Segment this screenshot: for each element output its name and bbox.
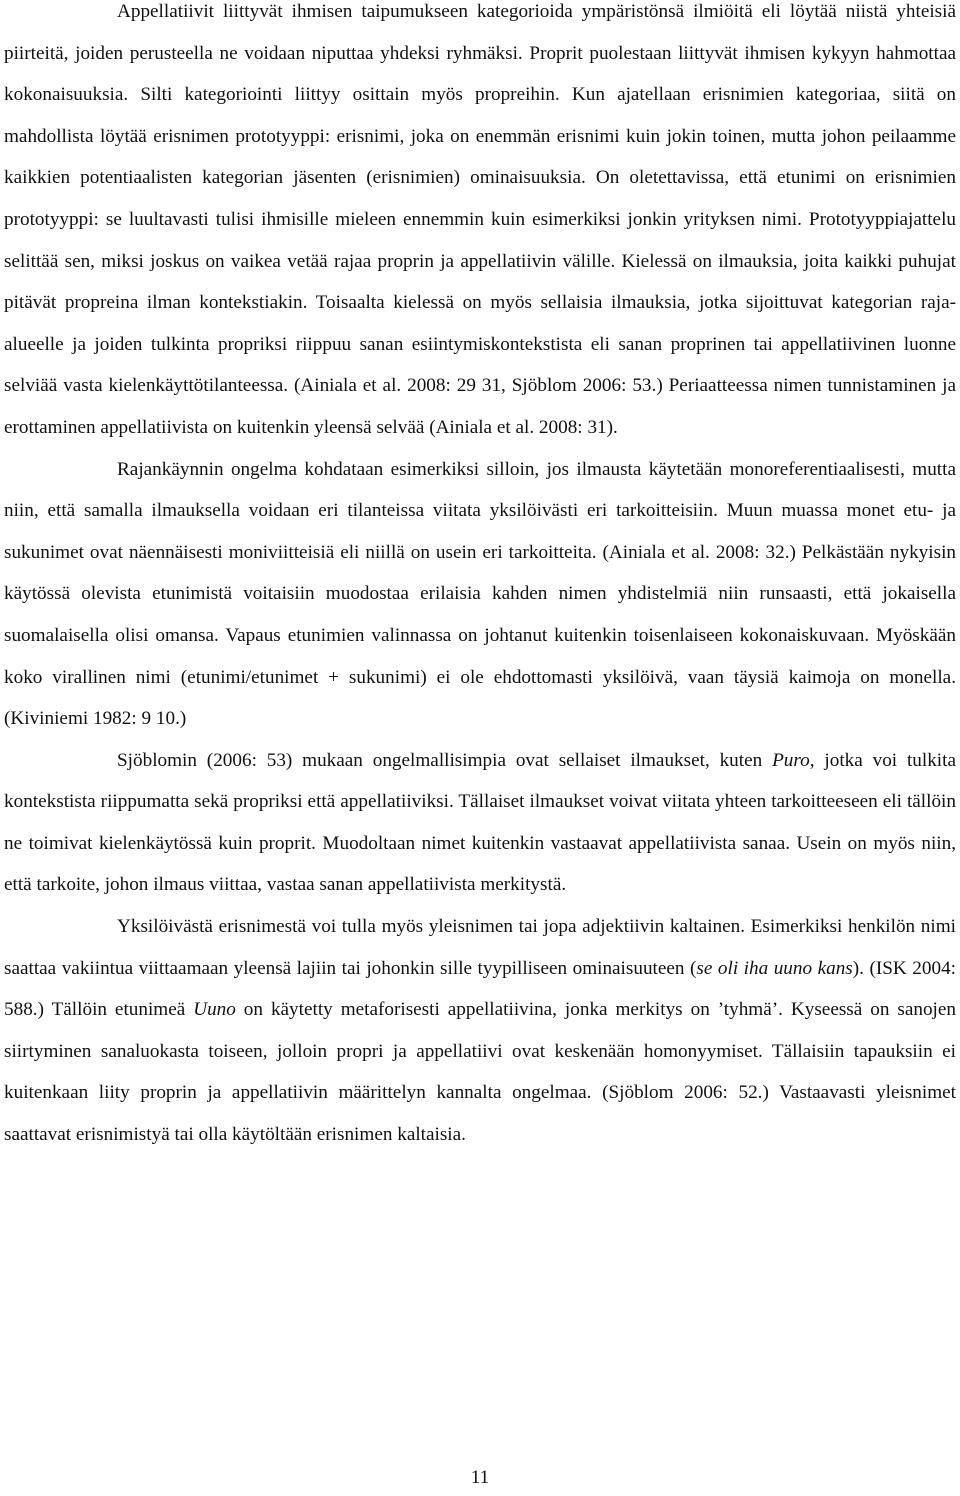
text-segment: Rajankäynnin ongelma kohdataan esimerkiksi silloin, jos ilmausta käytetään monoreferentiaalisesti, mutta niin, että samalla ilmauksella voidaan eri tilanteissa viitata yksilöivästi eri tarkoitteisiin. Muun muassa monet etu- ja sukunimet ovat näennäisesti moniviitteisiä eli niillä on usein eri tarkoitteita. (Ainiala et al. 2008: 32.) Pelkästään nykyisin käytössä olevista etunimistä voitaisiin muodostaa erilaisia kahden nimen yhdistelmiä niin runsaasti, että jokaisella suomalaisella olisi omansa. Vapaus etunimien valinnassa on johtanut kuitenkin toisenlaiseen kokonaiskuvaan. Myöskään koko virallinen nimi (etunimi/etunimet + sukunimi) ei ole ehdottomasti yksilöivä, vaan täysiä kaimoja on monella. (Kiviniemi 1982: 9 10.)	[4, 458, 956, 730]
text-segment: Appellatiivit liittyvät ihmisen taipumukseen kategorioida ympäristönsä ilmiöitä eli löytää niistä yhteisiä piirteitä, joiden perusteella ne voidaan niputtaa yhdeksi ryhmäksi. Proprit puolestaan liittyvät ihmisen kykyyn hahmottaa kokonaisuuksia. Silti kategoriointi liittyy osittain myös propreihin. Kun ajatellaan erisnimien kategoriaa, siitä on mahdollista löytää erisnimen prototyyppi: erisnimi, joka on enemmän erisnimi kuin jokin toinen, mutta johon peilaamme kaikkien potentiaalisten kategorian jäsenten (erisnimien) ominaisuuksia. On oletettavissa, että etunimi on erisnimien prototyyppi: se luultavasti tulisi ihmisille mieleen ennemmin kuin esimerkiksi jonkin yrityksen nimi. Prototyyppiajattelu selittää sen, miksi joskus on vaikea vetää rajaa proprin ja appellatiivin välille. Kielessä on ilmauksia, joita kaikki puhujat pitävät propreina ilman kontekstiakin. Toisaalta kielessä on myös sellaisia ilmauksia, jotka sijoittuvat kategorian raja-alueelle ja joiden tulkinta propriksi riippuu sanan esiintymiskontekstista eli sanan proprinen tai appellatiivinen luonne selviää vasta kielenkäyttötilanteessa. (Ainiala et al. 2008: 29 31, Sjöblom 2006: 53.) Periaatteessa nimen tunnistaminen ja erottaminen appellatiivista on kuitenkin yleensä selvää (Ainiala et al. 2008: 31).	[4, 1, 956, 438]
paragraph	[4, 740, 956, 906]
italic-term: se oli iha uuno kans	[696, 957, 853, 979]
paragraph	[4, 0, 956, 449]
body-text	[4, 0, 956, 1156]
page-number: 11	[470, 1467, 490, 1488]
text-segment: , jotka voi tulkita kontekstista riippumatta sekä propriksi että appellatiiviksi. Tällaiset ilmaukset voivat viitata yhteen tarkoitteeseen eli tällöin ne toimivat kielenkäytössä kuin proprit. Muodoltaan nimet kuitenkin vastaavat appellatiivista sanaa. Usein on myös niin, että tarkoite, johon ilmaus viittaa, vastaa sanan appellatiivista merkitystä.	[4, 749, 956, 896]
text-segment: Yksilöivästä erisnimestä voi tulla myös yleisnimen tai jopa adjektiivin kaltainen. Esimerkiksi henkilön nimi saattaa vakiintua viittaamaan yleensä lajiin tai johonkin sille tyypilliseen ominaisuuteen (	[4, 916, 956, 979]
paragraph	[4, 906, 956, 1156]
text-segment: on käytetty metaforisesti appellatiivina, jonka merkitys on ’tyhmä’. Kyseessä on sanojen siirtyminen sanaluokasta toiseen, jolloin propri ja appellatiivi ovat keskenään homonyymiset. Tällaisiin tapauksiin ei kuitenkaan liity proprin ja appellatiivin määrittelyn kannalta ongelmaa. (Sjöblom 2006: 52.) Vastaavasti yleisnimet saattavat erisnimistyä tai olla käytöltään erisnimen kaltaisia.	[4, 999, 956, 1146]
italic-term: Uuno	[193, 999, 236, 1021]
italic-term: Puro	[772, 749, 810, 771]
text-segment: ). (ISK 2004: 588.) Tällöin etunimeä	[4, 957, 956, 1021]
paragraph	[4, 449, 956, 740]
text-segment: Sjöblomin (2006: 53) mukaan ongelmallisimpia ovat sellaiset ilmaukset, kuten	[117, 749, 773, 771]
